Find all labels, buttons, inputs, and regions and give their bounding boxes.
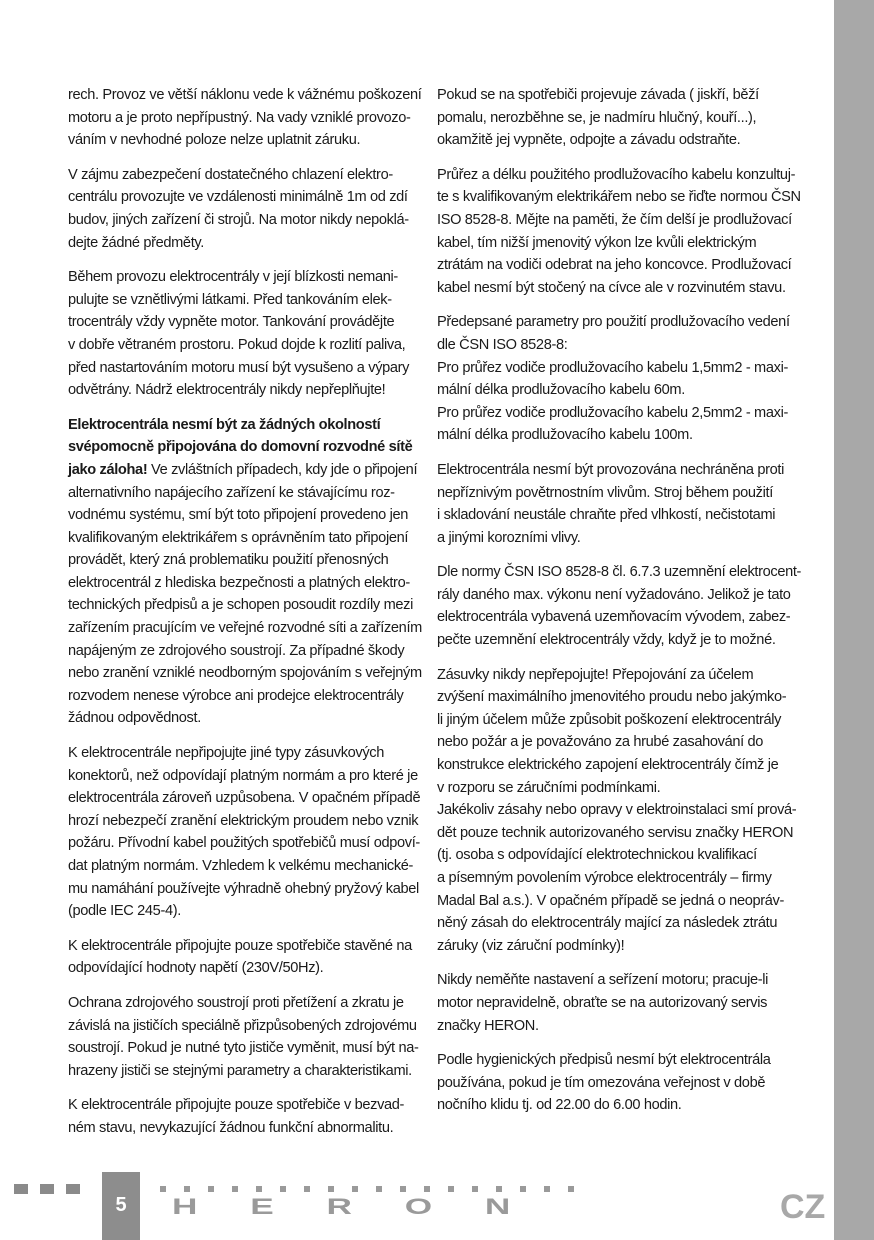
text-line — [68, 459, 418, 482]
footer-dot — [520, 1186, 526, 1192]
page-number: 5 — [115, 1194, 127, 1216]
text-line: něný zásah do elektrocentrály mající za následek ztrátu — [437, 915, 778, 932]
text-line: hrazeny jističi se stejnými parametry a charakteristikami. — [68, 1062, 412, 1079]
text-line: Pro průřez vodiče prodlužovacího kabelu 1,5mm2 - maxi- — [437, 359, 788, 376]
text-line: mální délka prodlužovacího kabelu 60m. — [437, 382, 685, 399]
paragraph — [437, 561, 802, 651]
footer-dot — [160, 1186, 166, 1192]
text-line: mální délka prodlužovacího kabelu 100m. — [437, 427, 693, 444]
text-line: před nastartováním motoru musí být vysušeno a výpary — [68, 359, 410, 376]
text-line: i skladování neustále chraňte před vlhkostí, nečistotami — [437, 507, 776, 524]
text-line: elektrocentrála zároveň uzpůsobena. V opačném případě — [68, 790, 421, 807]
footer-dot — [232, 1186, 238, 1192]
text-line: Jakékoliv zásahy nebo opravy v elektroinstalaci smí prová- — [437, 802, 797, 819]
footer-dot — [352, 1186, 358, 1192]
text-line: soustrojí. Pokud je nutné tyto jističe vyměnit, musí být na- — [68, 1040, 419, 1057]
footer-dot — [184, 1186, 190, 1192]
text-line: dle ČSN ISO 8528-8: — [437, 336, 568, 353]
text-line: pulujte se vznětlivými látkami. Před tankováním elek- — [68, 291, 392, 308]
footer-dot — [376, 1186, 382, 1192]
paragraph — [437, 459, 784, 549]
paragraph — [68, 935, 412, 980]
text-line: nebo zranění vzniklé neodborným spojováním s veřejným — [68, 665, 422, 682]
text-line: nočního klidu tj. od 22.00 do 6.00 hodin. — [437, 1097, 682, 1114]
text-line: li jiným účelem může způsobit poškození elektrocentrály — [437, 711, 782, 728]
text-line: ztrátám na vodiči odebrat na jeho koncovce. Prodlužovací — [437, 257, 792, 274]
text-line: kabel nesmí být stočený na cívce ale v rozvinutém stavu. — [437, 279, 786, 296]
footer-square — [66, 1184, 80, 1194]
text-line: K elektrocentrále nepřipojujte jiné typy zásuvkových — [68, 745, 385, 762]
text-run: Ve zvláštních případech, kdy jde o připojení — [147, 461, 418, 478]
footer-dotted-rule — [160, 1186, 580, 1192]
text-line: požáru. Přívodní kabel použitých spotřebičů musí odpoví- — [68, 835, 420, 852]
paragraph — [437, 664, 797, 958]
paragraph — [437, 1049, 779, 1117]
text-line: svépomocně připojována do domovní rozvodné sítě — [68, 439, 413, 456]
paragraph — [68, 164, 408, 254]
text-line: hrozí nebezpečí zranění elektrickým proudem nebo vznik — [68, 812, 419, 829]
text-line: v rozporu se záručními podmínkami. — [437, 779, 661, 796]
footer-dot — [304, 1186, 310, 1192]
paragraph — [437, 84, 779, 152]
text-line: K elektrocentrále připojujte pouze spotřebiče v bezvad- — [68, 1097, 405, 1114]
text-line: centrálu provozujte ve vzdálenosti minimálně 1m od zdí — [68, 189, 408, 206]
text-line: zařízením pracujícím ve veřejné rozvodné síti a zařízením — [68, 620, 422, 637]
footer-dot — [256, 1186, 262, 1192]
text-line: technických předpisů a je schopen posoudit rozdíly mezi — [68, 597, 413, 614]
text-line: elektrocentrála vybavená uzemňovacím vývodem, zabez- — [437, 609, 791, 626]
text-line: ném stavu, nevykazující žádnou funkční abnormalitu. — [68, 1119, 394, 1136]
footer-square — [40, 1184, 54, 1194]
footer-dot — [496, 1186, 502, 1192]
text-line: váním v nevhodné poloze nelze uplatnit záruku. — [68, 132, 361, 149]
text-line: provádět, který zná problematiku použití přenosných — [68, 552, 389, 569]
text-line: značky HERON. — [437, 1017, 539, 1034]
paragraph — [68, 992, 419, 1082]
text-line: kvalifikovaným elektrikářem s oprávněním tato připojení — [68, 529, 409, 546]
text-line: žádnou odpovědnost. — [68, 710, 201, 727]
text-line: odpovídající hodnoty napětí (230V/50Hz). — [68, 960, 324, 977]
text-line: napájeným ze zdrojového soustrojí. Za případné škody — [68, 642, 405, 659]
paragraph — [68, 266, 408, 402]
language-code: CZ — [780, 1188, 826, 1226]
page-number-box — [102, 1172, 140, 1240]
text-line: Pokud se na spotřebiči projevuje závada ( jiskří, běží — [437, 87, 759, 103]
text-line: dět pouze technik autorizovaného servisu značky HERON — [437, 824, 794, 841]
text-line: okamžitě jej vypněte, odpojte a závadu odstraňte. — [437, 132, 741, 149]
footer-dot — [400, 1186, 406, 1192]
text-line: nebo požár a je považováno za hrubé zasahování do — [437, 734, 764, 751]
footer-dot — [280, 1186, 286, 1192]
text-line: kabel, tím nižší jmenovitý výkon lze kvůli elektrickým — [437, 234, 757, 251]
left-text-column — [68, 84, 422, 1152]
text-line: vodnému systému, smí být toto připojení provedeno jen — [68, 507, 409, 524]
text-line: dat platným normám. Vzhledem k velkému mechanické- — [68, 858, 414, 874]
text-line: Předepsané parametry pro použití prodlužovacího vedení — [437, 314, 790, 331]
text-line: odvětrány. Nádrž elektrocentrály nikdy nepřeplňujte! — [68, 382, 386, 399]
paragraph — [68, 414, 422, 730]
paragraph — [68, 742, 421, 923]
footer-dot — [208, 1186, 214, 1192]
side-color-strip — [834, 0, 874, 1240]
text-line: v dobře větraném prostoru. Pokud dojde k rozlití paliva, — [68, 336, 406, 353]
footer-dot — [568, 1186, 574, 1192]
text-line: pečte uzemnění elektrocentrály vždy, když je to možné. — [437, 632, 776, 649]
text-line: rech. Provoz ve větší náklonu vede k vážnému poškození — [68, 87, 422, 103]
text-line: nepříznivým povětrnostním vlivům. Stroj během použití — [437, 484, 773, 501]
text-line: (tj. osoba s odpovídající elektrotechnickou kvalifikací — [437, 847, 757, 864]
text-line: Ochrana zdrojového soustrojí proti přetížení a zkratu je — [68, 994, 404, 1011]
brand-logo: HERON — [172, 1194, 564, 1219]
text-line: mu namáhání používejte výhradně ohebný pryžový kabel — [68, 880, 419, 897]
text-line: zvýšení maximálního jmenovitého proudu nebo jakýmko- — [437, 689, 787, 706]
text-line: Elektrocentrála nesmí být provozována nechráněna proti — [437, 461, 784, 478]
paragraph — [68, 84, 422, 152]
text-line: dejte žádné předměty. — [68, 234, 204, 251]
text-line: te s kvalifikovaným elektrikářem nebo se řiďte normou ČSN — [437, 189, 801, 206]
text-line: konektorů, než odpovídají platným normám a pro které je — [68, 767, 418, 784]
text-line: konstrukce elektrického zapojení elektrocentrály čímž je — [437, 757, 779, 774]
text-line: Zásuvky nikdy nepřepojujte! Přepojování za účelem — [437, 666, 754, 683]
text-line: budov, jiných zařízení či strojů. Na motor nikdy nepoklá- — [68, 211, 409, 228]
text-line: závislá na jističích speciálně přizpůsobených zdrojovému — [68, 1017, 417, 1034]
text-line: V zájmu zabezpečení dostatečného chlazení elektro- — [68, 166, 393, 183]
text-line: Nikdy neměňte nastavení a seřízení motoru; pracuje-li — [437, 972, 769, 989]
text-line: pomalu, nerozběhne se, je nadmíru hlučný, kouří...), — [437, 109, 757, 126]
text-line: a písemným povolením výrobce elektrocentrály – firmy — [437, 870, 772, 886]
bold-text: jako záloha! — [68, 461, 148, 478]
text-line: motoru a je proto nepřípustný. Na vady vzniklé provozo- — [68, 109, 411, 126]
footer-dot — [448, 1186, 454, 1192]
text-line: ISO 8528-8. Mějte na paměti, že čím delší je prodlužovací — [437, 211, 792, 228]
text-line: a jinými korozními vlivy. — [437, 529, 581, 546]
text-line: Elektrocentrála nesmí být za žádných okolností — [68, 416, 381, 433]
text-line: Průřez a délku použitého prodlužovacího kabelu konzultuj- — [437, 166, 796, 183]
paragraph — [437, 969, 779, 1037]
text-line: (podle IEC 245-4). — [68, 903, 181, 920]
text-line: Dle normy ČSN ISO 8528-8 čl. 6.7.3 uzemnění elektrocent- — [437, 564, 802, 581]
paragraph — [68, 1094, 408, 1139]
text-line: rozvodem nenese výrobce ani prodejce elektrocentrály — [68, 687, 404, 704]
paragraph — [437, 311, 790, 447]
text-line: trocentrály vždy vypněte motor. Tankování provádějte — [68, 314, 395, 331]
footer-dot — [328, 1186, 334, 1192]
text-line: Pro průřez vodiče prodlužovacího kabelu 2,5mm2 - maxi- — [437, 404, 788, 421]
text-line: motor nepravidelně, obraťte se na autorizovaný servis — [437, 994, 768, 1011]
text-line: rály daného max. výkonu není vyžadováno. Jelikož je tato — [437, 586, 791, 603]
text-line: záruky (viz záruční podmínky)! — [437, 937, 625, 954]
text-line: K elektrocentrále připojujte pouze spotřebiče stavěné na — [68, 937, 412, 954]
paragraph — [437, 164, 801, 300]
text-line: Během provozu elektrocentrály v její blízkosti nemani- — [68, 269, 398, 286]
text-line: Podle hygienických předpisů nesmí být elektrocentrála — [437, 1052, 771, 1069]
footer-dot — [472, 1186, 478, 1192]
text-line: Madal Bal a.s.). V opačném případě se jedná o neopráv- — [437, 892, 784, 909]
footer-square — [14, 1184, 28, 1194]
text-line: elektrocentrál z hlediska bezpečnosti a platných elektro- — [68, 574, 410, 591]
footer-dot — [544, 1186, 550, 1192]
text-line: používána, pokud je tím omezována veřejnost v době — [437, 1074, 766, 1091]
footer-dot — [424, 1186, 430, 1192]
right-text-column — [437, 84, 802, 1129]
text-line: alternativního napájecího zařízení ke stávajícímu roz- — [68, 484, 395, 501]
